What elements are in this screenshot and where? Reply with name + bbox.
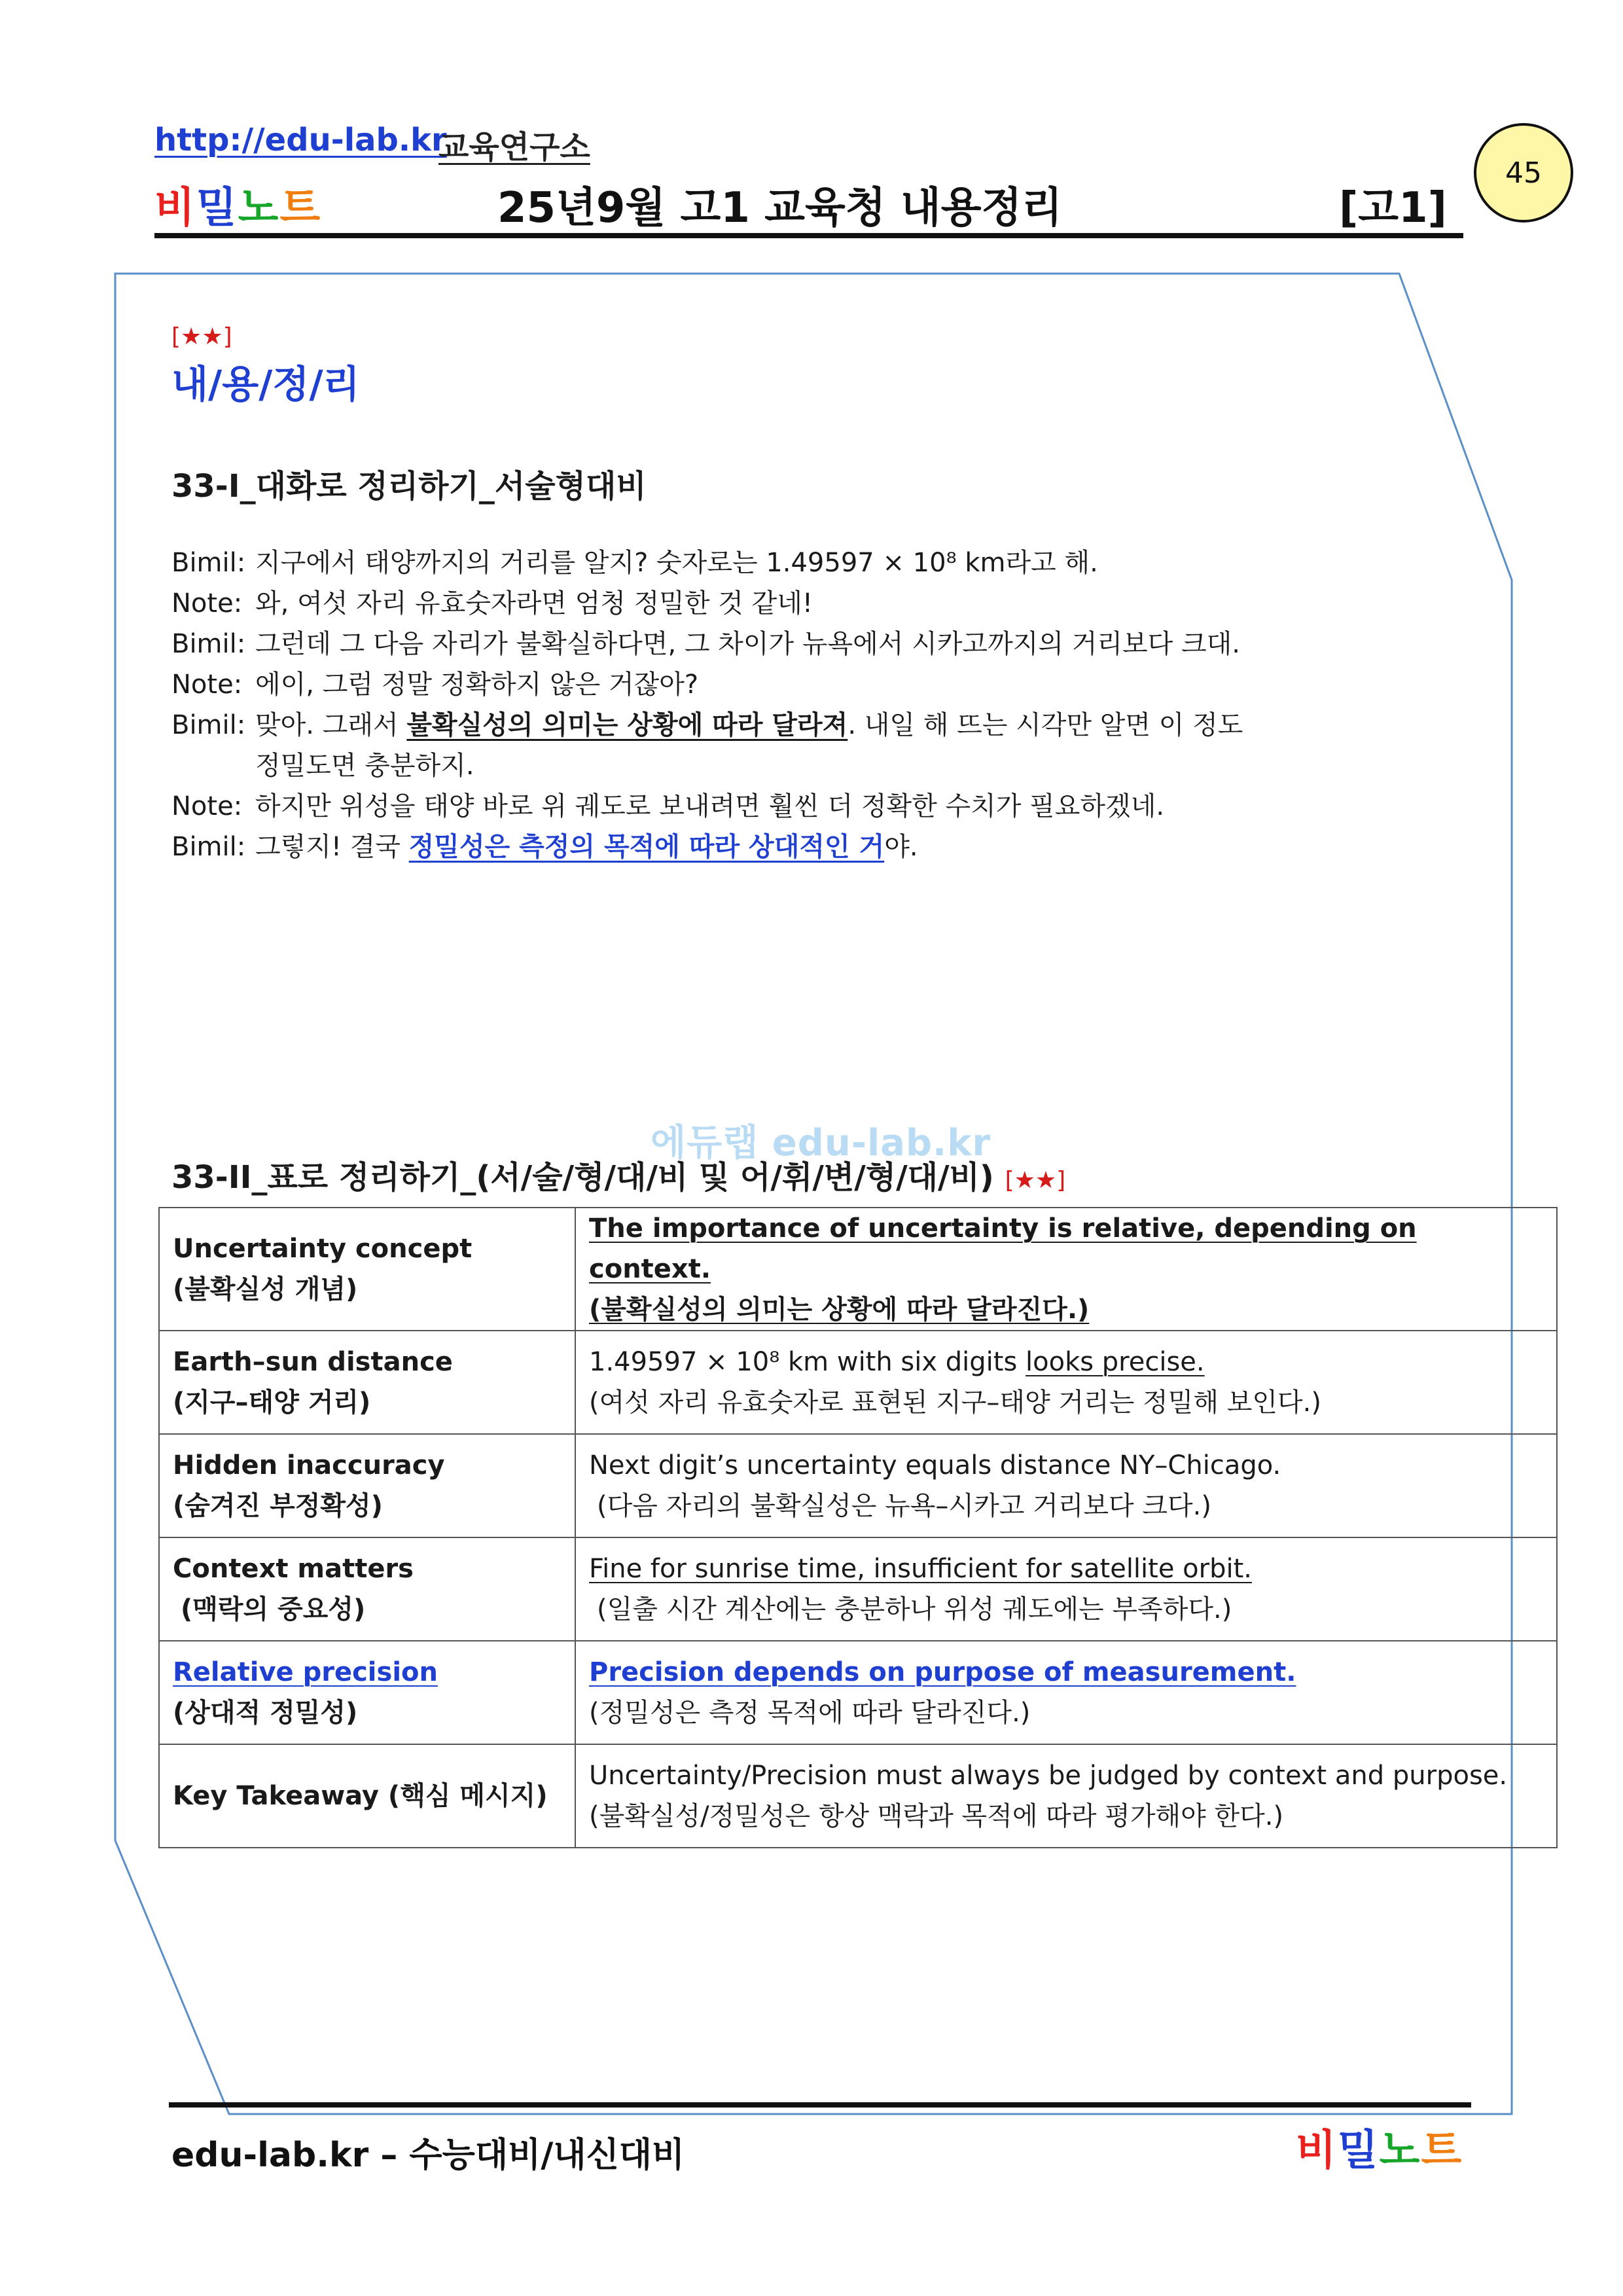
value-en: Precision depends on purpose of measurement. xyxy=(589,1657,1296,1687)
key-ko: (상대적 정밀성) xyxy=(173,1698,358,1728)
dialogue-speaker: Note: xyxy=(171,670,243,700)
page-title: 25년9월 고1 교육청 내용정리 xyxy=(497,184,1063,232)
value-en: Next digit’s uncertainty equals distance NY–Chicago. xyxy=(589,1450,1281,1480)
value-en: 1.49597 × 10⁸ km with six digits xyxy=(589,1347,1026,1377)
value-ko: (정밀성은 측정 목적에 따라 달라진다.) xyxy=(589,1698,1031,1728)
site-url-link[interactable]: http://edu-lab.kr xyxy=(154,122,447,158)
value-en-underlined: looks precise. xyxy=(1026,1347,1205,1377)
dialogue-line xyxy=(171,826,918,863)
dialogue-text: 에이, 그럼 정말 정확하지 않은 거잖아? xyxy=(255,670,699,700)
table-value-cell xyxy=(575,1331,1557,1434)
value-ko: (불확실성의 의미는 상황에 따라 달라진다.) xyxy=(589,1295,1090,1325)
dialogue-line xyxy=(171,583,813,620)
dialogue-line xyxy=(171,542,1098,579)
brand-char-3: 노 xyxy=(238,184,280,232)
dialogue-text: . 내일 해 뜨는 시각만 알면 이 정도 xyxy=(847,710,1243,740)
brand-char-4: 트 xyxy=(279,184,322,232)
brand-char-2: 밀 xyxy=(1337,2126,1380,2175)
table-value-cell xyxy=(575,1537,1557,1641)
key-en: Relative precision xyxy=(173,1657,438,1687)
key-full: Key Takeaway (핵심 메시지) xyxy=(173,1781,548,1811)
dialogue-line xyxy=(171,785,1164,823)
dialogue-speaker: Note: xyxy=(171,588,243,619)
key-phrase: 정밀성은 측정의 목적에 따라 상대적인 거 xyxy=(408,832,885,862)
dialogue-text: 그렇지! 결국 xyxy=(255,832,409,862)
section-label: 내/용/정/리 xyxy=(171,362,360,406)
key-ko: (숨겨진 부정확성) xyxy=(173,1491,383,1521)
dialogue-text: 맞아. 그래서 xyxy=(255,710,407,740)
table-row xyxy=(159,1434,1557,1537)
dialogue-text: 와, 여섯 자리 유효숫자라면 엄청 정밀한 것 같네! xyxy=(255,588,813,619)
watermark: 에듀랩 edu-lab.kr xyxy=(651,1122,991,1164)
table-value-cell xyxy=(575,1641,1557,1744)
brand-char-3: 노 xyxy=(1379,2126,1421,2175)
brand-char-2: 밀 xyxy=(196,184,238,232)
table-key-cell xyxy=(159,1744,575,1848)
brand-char-4: 트 xyxy=(1421,2126,1463,2175)
table-key-cell xyxy=(159,1331,575,1434)
dialogue-continuation: 정밀도면 충분하지. xyxy=(255,751,474,781)
table-value-cell xyxy=(575,1434,1557,1537)
value-ko: (다음 자리의 불확실성은 뉴욕–시카고 거리보다 크다.) xyxy=(597,1491,1211,1521)
dialogue-line xyxy=(171,664,698,701)
dialogue-speaker: Bimil: xyxy=(171,710,246,740)
importance-stars: [★★] xyxy=(1005,1167,1066,1194)
part2-heading xyxy=(171,1152,1065,1197)
dialogue-text: 그런데 그 다음 자리가 불확실하다면, 그 차이가 뉴욕에서 시카고까지의 거리보다 크대. xyxy=(255,629,1240,659)
key-ko: (지구–태양 거리) xyxy=(173,1388,371,1418)
value-ko: (불확실성/정밀성은 항상 맥락과 목적에 따라 평가해야 한다.) xyxy=(589,1801,1284,1831)
part1-heading: 33-I_대화로 정리하기_서술형대비 xyxy=(171,468,647,505)
dialogue-speaker: Bimil: xyxy=(171,629,246,659)
value-en: Fine for sunrise time, insufficient for satellite orbit. xyxy=(589,1554,1252,1584)
dialogue-speaker: Bimil: xyxy=(171,548,246,578)
key-en: Earth–sun distance xyxy=(173,1347,453,1377)
value-en: Uncertainty/Precision must always be judged by context and purpose. xyxy=(589,1761,1508,1791)
dialogue-line xyxy=(171,623,1240,660)
key-en: Context matters xyxy=(173,1554,414,1584)
table-value-cell xyxy=(575,1744,1557,1848)
grade-tag: [고1] xyxy=(1339,184,1447,232)
summary-table xyxy=(158,1207,1558,1848)
footer-text: edu-lab.kr – 수능대비/내신대비 xyxy=(171,2136,685,2175)
dialogue-text: 지구에서 태양까지의 거리를 알지? 숫자로는 1.49597 × 10⁸ km라고 해. xyxy=(255,548,1098,578)
table-key-cell xyxy=(159,1641,575,1744)
dialogue-speaker: Note: xyxy=(171,791,243,821)
brand-logo-bottom xyxy=(1296,2117,1463,2177)
key-phrase: 불확실성의 의미는 상황에 따라 달라져 xyxy=(406,710,848,740)
table-row xyxy=(159,1208,1557,1331)
table-row xyxy=(159,1744,1557,1848)
brand-char-1: 비 xyxy=(1296,2126,1338,2175)
table-row xyxy=(159,1537,1557,1641)
value-en: The importance of uncertainty is relative, depending on context. xyxy=(589,1213,1417,1284)
dialogue-speaker: Bimil: xyxy=(171,832,246,862)
key-en: Hidden inaccuracy xyxy=(173,1450,445,1480)
dialogue-text: 하지만 위성을 태양 바로 위 궤도로 보내려면 훨씬 더 정확한 수치가 필요하겠네. xyxy=(255,791,1165,821)
table-key-cell xyxy=(159,1208,575,1331)
table-row xyxy=(159,1331,1557,1434)
table-key-cell xyxy=(159,1434,575,1537)
table-row xyxy=(159,1641,1557,1744)
table-value-cell xyxy=(575,1208,1557,1331)
page-number-badge: 45 xyxy=(1474,123,1573,223)
dialogue-text: 야. xyxy=(884,832,918,862)
key-ko: (맥락의 중요성) xyxy=(181,1594,366,1624)
site-name: 교육연구소 xyxy=(438,129,590,166)
brand-char-1: 비 xyxy=(154,184,196,232)
importance-stars: [★★] xyxy=(171,323,232,350)
key-ko: (불확실성 개념) xyxy=(173,1274,358,1304)
key-en: Uncertainty concept xyxy=(173,1234,473,1264)
part2-title: 33-II_표로 정리하기_(서/술/형/대/비 및 어/휘/변/형/대/비) xyxy=(171,1159,994,1196)
value-ko: (일출 시간 계산에는 충분하나 위성 궤도에는 부족하다.) xyxy=(597,1594,1232,1624)
footer-divider xyxy=(169,2102,1471,2108)
table-key-cell xyxy=(159,1537,575,1641)
dialogue-line xyxy=(171,704,1243,742)
value-ko: (여섯 자리 유효숫자로 표현된 지구–태양 거리는 정밀해 보인다.) xyxy=(589,1388,1321,1418)
